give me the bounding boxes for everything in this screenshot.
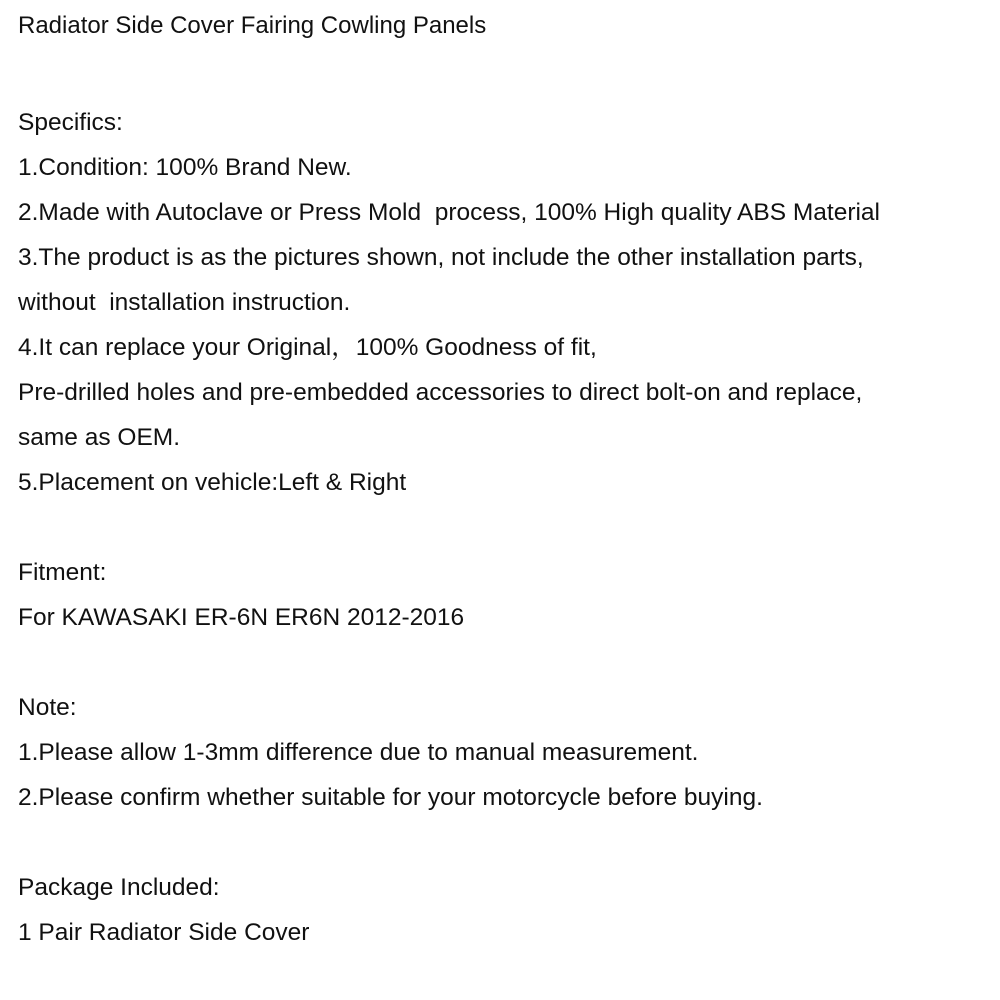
product-description — [18, 9, 993, 955]
note-line: 2.Please confirm whether suitable for your motorcycle before buying. — [18, 784, 763, 811]
specifics-line: 3.The product is as the pictures shown, not include the other installation parts, — [18, 244, 864, 271]
spacer — [18, 820, 993, 865]
page-title: Radiator Side Cover Fairing Cowling Panels — [18, 12, 487, 39]
specifics-line: without installation instruction. — [18, 289, 351, 316]
package-line: 1 Pair Radiator Side Cover — [18, 919, 310, 946]
note-heading: Note: — [18, 694, 77, 721]
spacer — [18, 43, 993, 100]
fitment-line: For KAWASAKI ER-6N ER6N 2012-2016 — [18, 604, 465, 631]
specifics-line: 4.It can replace your Original，100% Goodness of fit, — [18, 334, 597, 361]
spacer — [18, 505, 993, 550]
package-section — [18, 865, 993, 955]
specifics-heading: Specifics: — [18, 109, 123, 136]
fitment-section — [18, 550, 993, 640]
specifics-line: 5.Placement on vehicle:Left & Right — [18, 469, 407, 496]
note-section — [18, 685, 993, 820]
specifics-line: Pre-drilled holes and pre-embedded accessories to direct bolt-on and replace, — [18, 379, 863, 406]
note-line: 1.Please allow 1-3mm difference due to manual measurement. — [18, 739, 699, 766]
specifics-line: same as OEM. — [18, 424, 181, 451]
specifics-section — [18, 100, 993, 505]
fitment-heading: Fitment: — [18, 559, 107, 586]
spacer — [18, 640, 993, 685]
package-heading: Package Included: — [18, 874, 220, 901]
specifics-line: 1.Condition: 100% Brand New. — [18, 154, 352, 181]
specifics-line: 2.Made with Autoclave or Press Mold process, 100% High quality ABS Material — [18, 199, 880, 226]
